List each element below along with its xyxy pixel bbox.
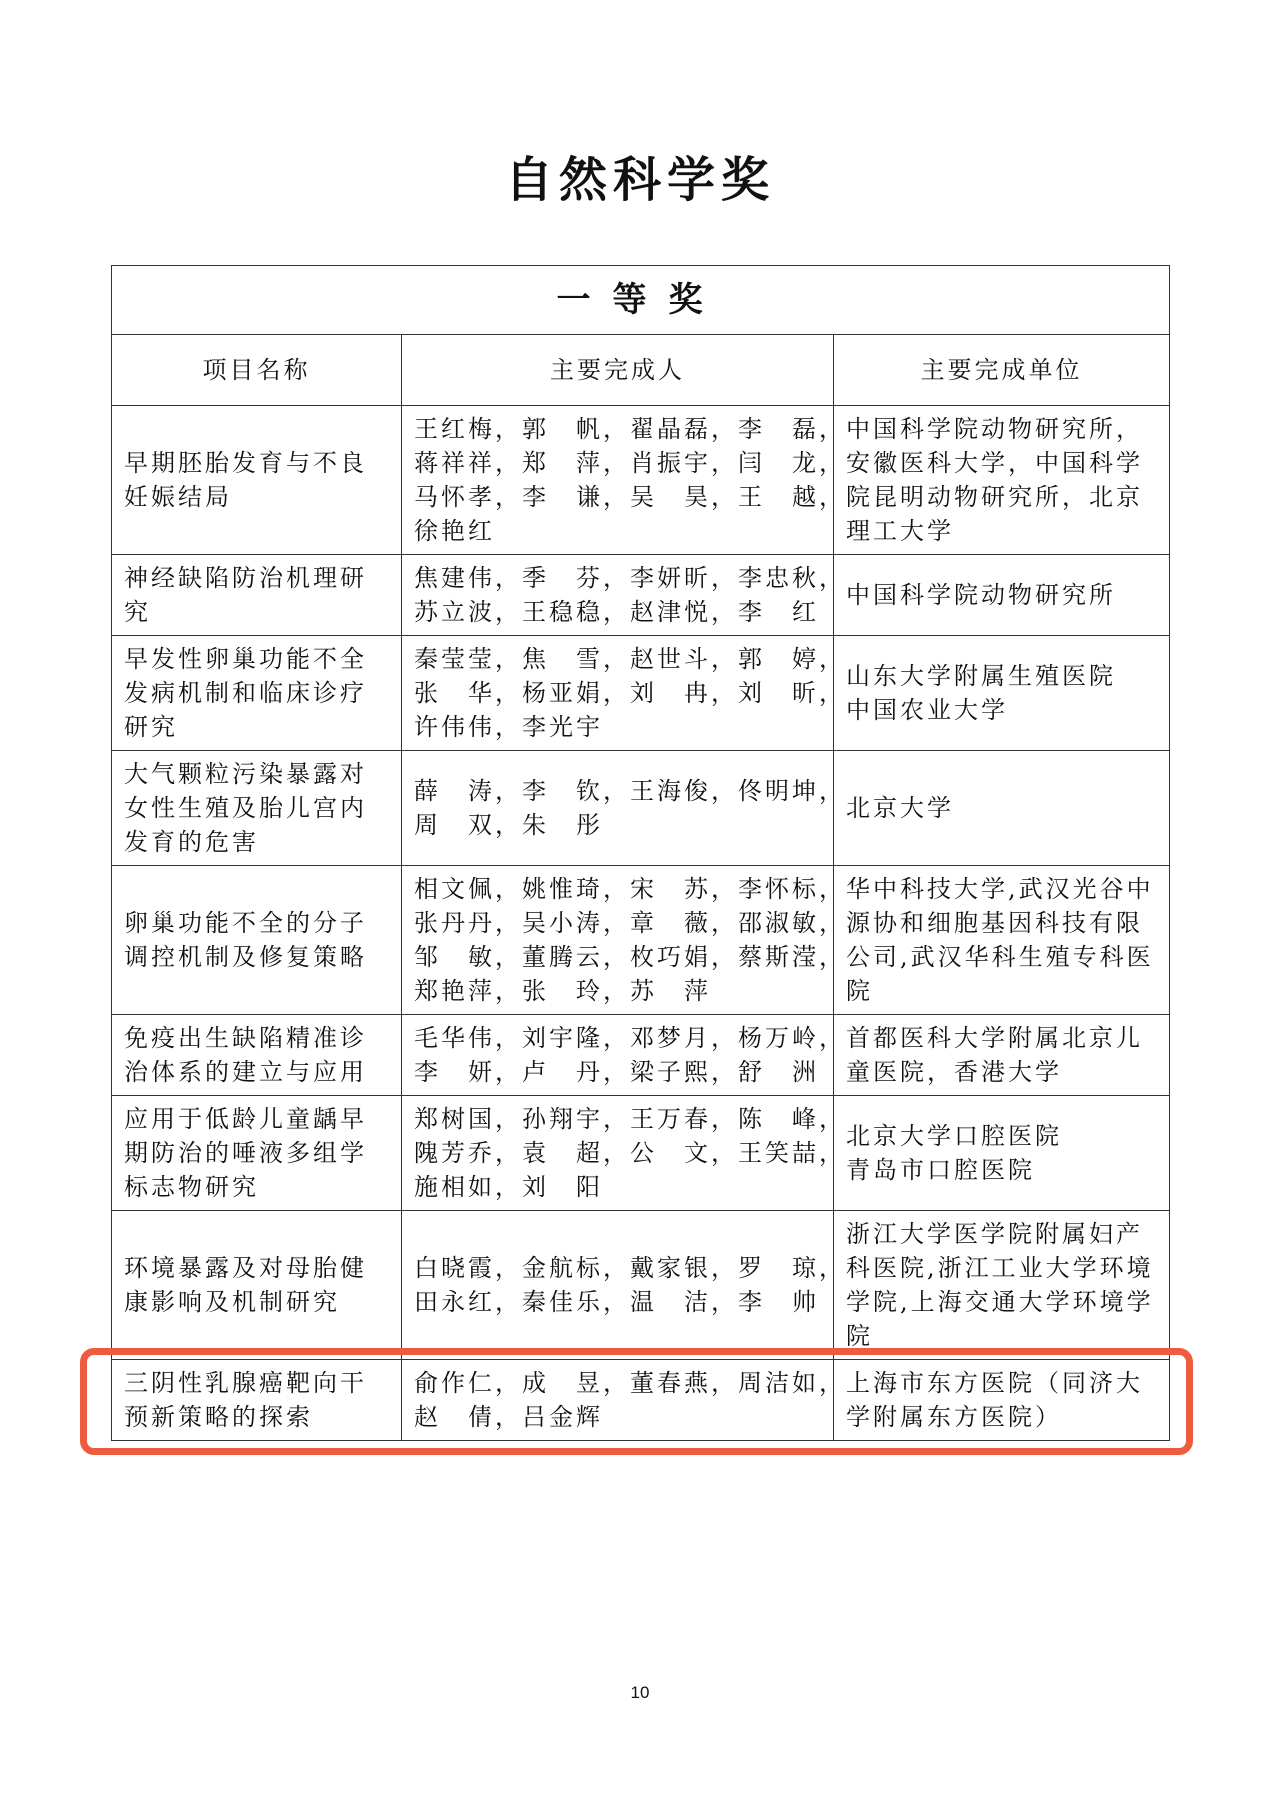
grade-row [112,266,1170,335]
person-line: 许伟伟，李光宇 [414,713,603,741]
person-line: 赵 倩，吕金辉 [414,1403,603,1431]
people-cell [402,1096,846,1211]
project-name-cell: 卵巢功能不全的分子调控机制及修复策略 [112,866,402,1015]
person-line: 相文佩，姚惟琦，宋 苏，李怀标， [414,875,846,903]
person-line: 焦建伟，季 芬，李妍昕，李忠秋， [414,564,846,592]
project-name-cell: 早期胚胎发育与不良妊娠结局 [112,406,402,555]
table-row [112,636,1170,751]
page-number: 10 [630,1683,650,1702]
table-row [112,1360,1170,1441]
person-line: 王红梅，郭 帆，翟晶磊，李 磊， [414,415,846,443]
people-cell [402,1360,846,1441]
project-name-cell: 免疫出生缺陷精准诊治体系的建立与应用 [112,1015,402,1096]
people-cell [402,636,846,751]
awards-table [111,265,1170,1441]
unit-cell: 中国科学院动物研究所，安徽医科大学，中国科学院昆明动物研究所，北京理工大学 [834,406,1170,555]
person-line: 毛华伟，刘宇隆，邓梦月，杨万岭， [414,1024,846,1052]
table-body [112,406,1170,1441]
unit-cell: 北京大学 [834,751,1170,866]
unit-cell: 首都医科大学附属北京儿童医院，香港大学 [834,1015,1170,1096]
person-line: 李 妍，卢 丹，梁子熙，舒 洲 [414,1058,819,1086]
page-title: 自然科学奖 [504,152,775,208]
people-cell [402,406,846,555]
unit-cell: 浙江大学医学院附属妇产科医院,浙江工业大学环境学院,上海交通大学环境学院 [834,1211,1170,1360]
table-row [112,406,1170,555]
person-line: 施相如，刘 阳 [414,1173,603,1201]
project-name-cell: 大气颗粒污染暴露对女性生殖及胎儿宫内发育的危害 [112,751,402,866]
table-row [112,1096,1170,1211]
person-line: 秦莹莹，焦 雪，赵世斗，郭 婷， [414,645,846,673]
unit-cell: 华中科技大学,武汉光谷中源协和细胞基因科技有限公司,武汉华科生殖专科医院 [834,866,1170,1015]
people-cell [402,1211,846,1360]
person-line: 郑艳萍，张 玲，苏 萍 [414,977,711,1005]
person-line: 隗芳乔，袁 超，公 文，王笑喆， [414,1139,846,1167]
people-cell [402,555,846,636]
people-cell [402,866,846,1015]
header-project: 项目名称 [112,335,402,406]
project-name-cell: 环境暴露及对母胎健康影响及机制研究 [112,1211,402,1360]
header-unit: 主要完成单位 [834,335,1170,406]
project-name-cell: 神经缺陷防治机理研究 [112,555,402,636]
person-line: 张丹丹，吴小涛，章 薇，邵淑敏， [414,909,846,937]
project-name-cell: 三阴性乳腺癌靶向干预新策略的探索 [112,1360,402,1441]
person-line: 邹 敏，董腾云，枚巧娟，蔡斯滢， [414,943,846,971]
unit-cell: 上海市东方医院（同济大学附属东方医院） [834,1360,1170,1441]
person-line: 俞作仁，成 昱，董春燕，周洁如， [414,1369,846,1397]
unit-cell: 北京大学口腔医院 青岛市口腔医院 [834,1096,1170,1211]
person-line: 郑树国，孙翔宇，王万春，陈 峰， [414,1105,846,1133]
person-line: 徐艳红 [414,517,495,545]
project-name-cell: 应用于低龄儿童龋早期防治的唾液多组学标志物研究 [112,1096,402,1211]
person-line: 周 双，朱 彤 [414,811,603,839]
header-people: 主要完成人 [402,335,834,406]
person-line: 张 华，杨亚娟，刘 冉，刘 昕， [414,679,846,707]
unit-cell: 中国科学院动物研究所 [834,555,1170,636]
project-name-cell: 早发性卵巢功能不全发病机制和临床诊疗研究 [112,636,402,751]
table-row [112,1015,1170,1096]
table-row [112,555,1170,636]
person-line: 马怀孝，李 谦，吴 昊，王 越， [414,483,846,511]
header-row [112,335,1170,406]
grade-heading: 一等奖 [112,266,1170,335]
person-line: 苏立波，王稳稳，赵津悦，李 红 [414,598,819,626]
table-row [112,866,1170,1015]
table-row [112,1211,1170,1360]
table-row [112,751,1170,866]
person-line: 蒋祥祥，郑 萍，肖振宇，闫 龙， [414,449,846,477]
person-line: 田永红，秦佳乐，温 洁，李 帅 [414,1288,819,1316]
people-cell [402,1015,846,1096]
person-line: 薛 涛，李 钦，王海俊，佟明坤， [414,777,846,805]
unit-cell: 山东大学附属生殖医院 中国农业大学 [834,636,1170,751]
person-line: 白晓霞，金航标，戴家银，罗 琼， [414,1254,846,1282]
people-cell [402,751,846,866]
